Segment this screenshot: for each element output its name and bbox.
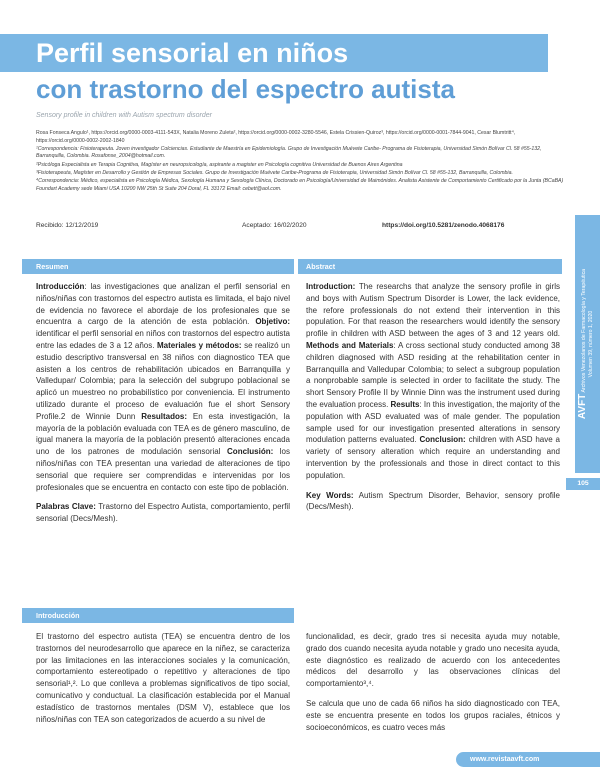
article-title-line-1: Perfil sensorial en niños: [36, 38, 349, 68]
objective-label: Objetivo:: [255, 317, 290, 327]
resumen-keywords: Palabras Clave: Trastorno del Espectro Autista, comportamiento, perfil sensorial (Decs/Mesh).: [36, 502, 290, 524]
english-subtitle: Sensory profile in children with Autism spectrum disorder: [36, 112, 212, 119]
received-date: Recibido: 12/12/2019: [36, 222, 99, 229]
journal-volume: Volumen 39, número 1, 2020: [587, 310, 594, 378]
abstract-column: [306, 281, 560, 517]
intro-label: Introducción: [36, 282, 85, 291]
affiliation-4: ⁴Correspondencia: Médico, especialista en Psicología Médica, Sexología Humana y Sexología Clínica, Doctorado en Psicología/Universidad de Maimónides. Analista Asistente de Comportamiento Certificado por la Junta (BCaBA) Foundart Academy sede Miami USA 10200 NW 25th St Suite 204 Doral, FL 33172 Email: cebett@aol.com.: [36, 177, 564, 192]
methods-label: Materiales y métodos:: [156, 340, 242, 350]
journal-website-link[interactable]: www.revistaavft.com: [470, 756, 540, 763]
intro-left-column: El trastorno del espectro autista (TEA) se encuentra dentro de los trastornos del neurodesarrollo que aparece en la niñez, se caracteriza por las limitaciones en las interacciones sociales y la comunicación, comportamiento estereotipado o repetitivo y alteraciones de tipo sensorial¹,². Lo que conlleva a problemas significativos de tipo social, comunicativo y conductual. La clasificación establecida por el Manual estadístico de trastornos mentales (DSM V), establece que los niños/niñas con TEA son categorizados de acuerdo a su nivel de: [36, 632, 290, 724]
resumen-heading: Resumen: [36, 262, 69, 271]
page-number: 105: [577, 480, 589, 487]
journal-side-text: [576, 219, 594, 469]
affiliation-2: ²Psicóloga Especialista en Terapia Cognitiva, Magíster en neuropsicología, aspirante a magister en Psicología cognitiva Universidad de Buenos Aires Argentina: [36, 161, 403, 168]
intro-right-column: funcionalidad, es decir, grado tres si necesita ayuda muy notable, grado dos cuando necesita ayuda notable y grado uno necesita ayuda, este diagnóstico es realizado de acuerdo con los antecedentes médicos del desarrollo y las observaciones clínicas del comportamiento³,⁴. Se calcula que uno de cada 66 niños ha sido diagnosticado con TEA, este se encuentra presente en todos los grupos raciales, étnicos y socioeconómicos, es cuatro veces más: [306, 632, 560, 732]
affiliation-1: ¹Correspondencia: Fisioterapeuta. Joven investigador Colciencias. Estudiante de Maestría en Epidemiología. Grupo de Investigación Muévete Caribe- Programa de Fisioterapia, Universidad Simón Bolívar Cl. 58 #55-132, Barranquilla, Colombia. Rosafonse_2004@hotmail.com.: [36, 145, 542, 160]
author-names: Rosa Fonseca Angulo¹, https://orcid.org/0000-0003-4111-543X, Natalia Moreno Zuleta², https://orcid.org/0000-0002-3280-5546, Estela Crissien-Quiroz³, https://orcid.org/0000-0001-7844-9041, Cesar Blumtritt⁴, https://orcid.org/0000-0002-2002-1840: [36, 130, 516, 144]
resumen-paragraph: Introducción: las investigaciones que analizan el perfil sensorial en niños/niñas con trastornos del espectro autista es limitada, el bajo nivel de evidencia no favorece el abordaje de los profesionales que se encuentra a cargo de la atención de esta población. Objetivo: identificar el perfil sensorial en niños con trastornos del espectro autista entre las edades de 3 a 12 años. Materiales y métodos: se realizó un estudio descriptivo transversal en 38 niños con diagnostico TEA que asisten a los centros de rehabilitación ubicados en Barranquilla y Valledupar/ Colombia; para la selección del subgrupo poblacional se aplicó un muestreo no probabilístico por conveniencia. El instrumento utilizado durante el proceso de evaluación fue el short Sensory Profile.2 de Winnie Dunn Resultados: En esta investigación, la mayoría de la población evaluada con TEA es de género masculino, de igual manera la mayoría de la población presentó alteraciones encada uno de los patrones de modulación sensorial Conclusión: los niños/niñas con TEA presentan una variedad de alteraciones de tipo sensorial que requiere ser comprendidas e intervenidas por los profesionales que se encuentra en contacto con este tipo de población.: [36, 282, 291, 492]
authors-block: [36, 130, 564, 194]
abstract-keywords: Key Words: Autism Spectrum Disorder, Behavior, sensory profile (Decs/Mesh).: [306, 490, 561, 512]
conclusion-label: Conclusión:: [227, 447, 274, 457]
article-title-line-2: con trastorno del espectro autista: [36, 74, 455, 104]
doi-link[interactable]: https://doi.org/10.5281/zenodo.4068176: [382, 222, 505, 229]
introduccion-heading: Introducción: [36, 611, 80, 620]
journal-brand: AVFT: [576, 393, 588, 420]
dates-row: [36, 222, 564, 232]
affiliation-3: ³Fisioterapeuta, Magíster en Desarrollo y Gestión de Empresas Sociales. Grupo de Investigación Muévete Caribe-Programa de Fisioterapia, Universidad Simón Bolívar Cl. 58 #55-132, Barranquilla, Colombia.: [36, 169, 513, 176]
accepted-date: Aceptado: 16/02/2020: [242, 222, 307, 229]
resumen-column: [36, 281, 290, 529]
abstract-heading-bar: [298, 259, 562, 274]
results-label: Resultados:: [141, 411, 188, 421]
abstract-heading: Abstract: [306, 262, 336, 271]
abstract-paragraph: Introduction: The researchs that analyze the sensory profile in girls and boys with Autism Spectrum Disorder is Lower, the lack evidence, the refore professionals do not extend their intervention in this population. For that reason the researchers would identify the sensory profile in children with ASD between the ages of 3 and 12 years old. Methods and Materials: A cross sectional study conducted among 38 children diagnosed with ASD residing at the rehabilitation center in Barranquilla and Valledupar Colombia; to select a subgroup population a nonprobable sample is selected in order to facilitate the study. The short Sensory Profile II by Winnie Dinn was the instrument used during the evaluation process. Results: In this investigation, the majority of the population with ASD evaluated was of male gender. The population sample used for our investigation presented alterations in sensory modulation patterns evaluated. Conclusion: children with ASD have a variety of sensory alteration which require an understanding and intervention by the professionals and those in direct contact to this population.: [306, 282, 561, 480]
journal-name: Archivos Venezolanos de Farmacología y Terapéutica: [580, 268, 587, 393]
